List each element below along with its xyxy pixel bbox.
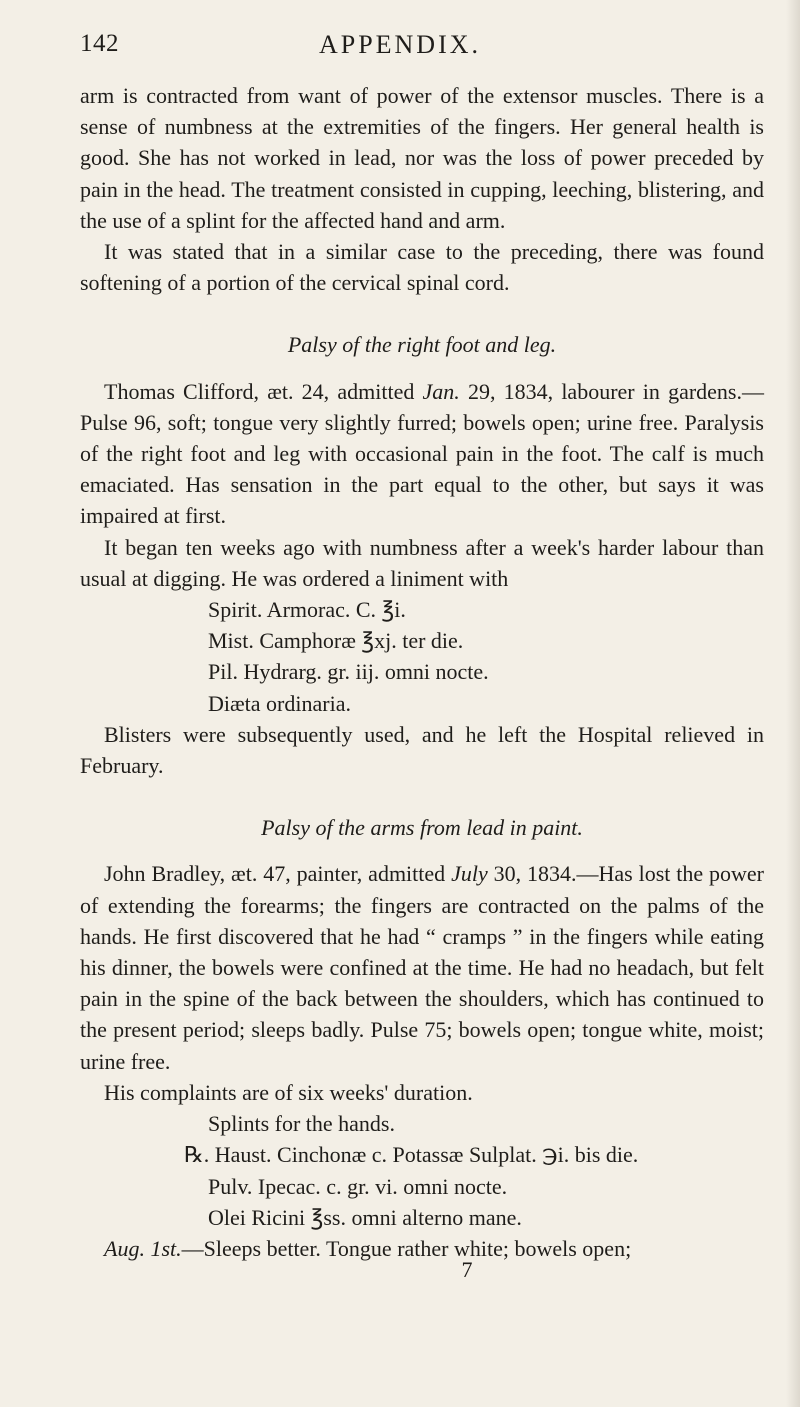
case1-outcome: Blisters were subsequently used, and he left the Hospital relieved in February. [80,721,764,779]
case1-heading: Palsy of the right foot and leg. [287,332,557,358]
case2-rx-splints: Splints for the hands. [208,1111,395,1137]
case2-intro [80,858,764,1076]
case2-intro-text-a: John Bradley, æt. 47, painter, admitted [104,861,452,887]
case2-heading: Palsy of the arms from lead in paint. [261,815,583,841]
case2-aug-date: Aug. 1st. [104,1235,182,1261]
case1-intro-date: Jan. [422,378,460,404]
paragraph-continuation: arm is contracted from want of power of the extensor muscles. There is a sense of numbness at the extremities of the fingers. Her general health is good. She has not worked in lead, nor was the loss of power preceded by pain in the head. The treatment consisted in cupping, leeching, blistering, and the use of a splint for the affected hand and arm. [80,83,764,233]
page-header [0,30,800,70]
case1-rx-line-4: Diæta ordinaria. [208,690,351,716]
case2-intro-text-b: 30, 1834.—Has lost the power of extending the forearms; the fingers are contracted on the palms of the hands. He first discovered that he had “ cramps ” in the fingers while eating his dinner, the bowels were confined at the time. He had no headach, but felt pain in the spine of the back between the shoulders, which has continued to the present period; sleeps badly. Pulse 75; bowels open; tongue white, moist; urine free. [80,861,764,1074]
catchword: 7 [461,1257,473,1283]
case1-intro [80,376,764,532]
case1-rx-line-1: Spirit. Armorac. C. ℥i. [208,597,406,623]
paragraph-similar-case: It was stated that in a similar case to the preceding, there was found softening of a portion of the cervical spinal cord. [80,239,764,296]
case2-duration: His complaints are of six weeks' duration. [104,1079,473,1105]
case2-aug-text: —Sleeps better. Tongue rather white; bowels open; [181,1235,632,1261]
case1-history: It began ten weeks ago with numbness after a week's harder labour than usual at digging. He was ordered a liniment with [80,534,764,591]
running-head: APPENDIX. [318,30,482,59]
page-body [80,80,764,1283]
case2-rx-line-3: Olei Ricini ℥ss. omni alterno mane. [208,1204,522,1230]
case1-rx-line-2: Mist. Camphoræ ℥xj. ter die. [208,628,464,654]
page-number: 142 [80,30,119,57]
case1-intro-text-b: 29, 1834, labourer in gardens.—Pulse 96, soft; tongue very slightly furred; bowels open; urine free. Paralysis of the right foot and leg with occasional pain in the foot. The calf is much emaciated. Has sensation in the part equal to the other, but says it was impaired at first. [80,378,764,529]
case1-rx-line-3: Pil. Hydrarg. gr. iij. omni nocte. [208,659,489,685]
case2-rx-line-2: Pulv. Ipecac. c. gr. vi. omni nocte. [208,1173,508,1199]
case2-intro-date: July [451,861,488,887]
page-edge-shadow [786,0,800,1407]
case1-intro-text-a: Thomas Clifford, æt. 24, admitted [104,378,423,404]
case2-rx-line-1: ℞. Haust. Cinchonæ c. Potassæ Sulplat. ℈i. bis die. [184,1142,639,1168]
